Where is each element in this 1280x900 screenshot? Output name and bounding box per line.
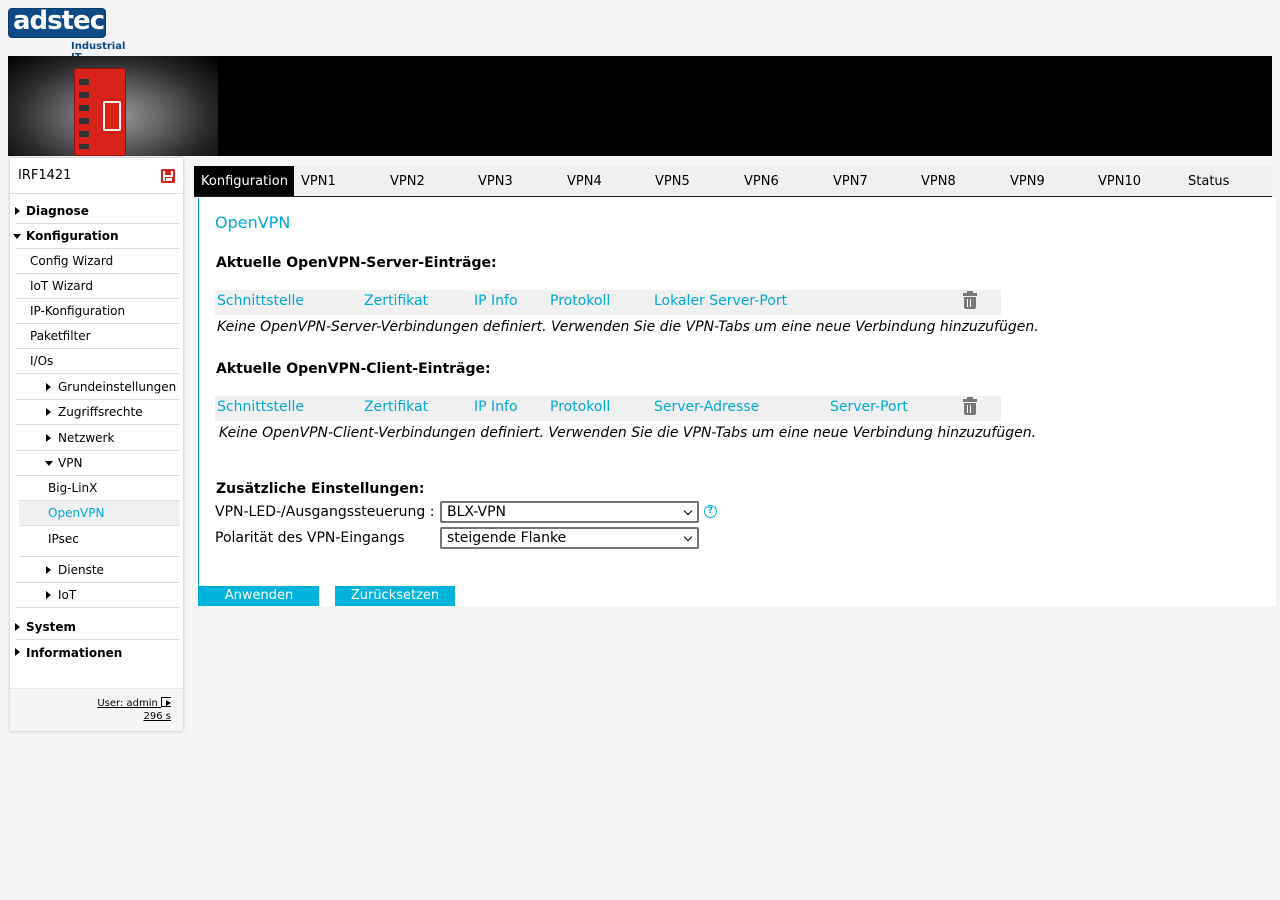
sidebar-item-label: IoT (58, 588, 77, 602)
adstec-logo (8, 8, 138, 54)
column-header[interactable]: Server-Port (830, 399, 908, 415)
triangle-down-icon (13, 234, 21, 239)
sidebar-item-label: Zugriffsrechte (58, 405, 143, 419)
sidebar-item-big-linx[interactable] (19, 476, 180, 501)
help-icon[interactable]: ? (704, 505, 717, 518)
sidebar-item-openvpn[interactable] (19, 501, 180, 526)
sidebar-item-ip-konfiguration[interactable] (16, 299, 180, 324)
sidebar-item-label: Dienste (58, 563, 104, 577)
sidebar-item-iot[interactable] (16, 583, 180, 608)
apply-button[interactable]: Anwenden (199, 586, 319, 606)
sidebar-item-vpn[interactable] (16, 451, 180, 476)
column-header[interactable]: Schnittstelle (217, 293, 304, 309)
column-header[interactable]: Protokoll (550, 399, 611, 415)
tab-vpn5[interactable]: VPN5 (655, 173, 690, 189)
sidebar-item-label: Paketfilter (30, 329, 91, 343)
sidebar-item-label: IP-Konfiguration (30, 304, 126, 318)
sidebar-item-label: Config Wizard (30, 254, 114, 268)
polarity-value: steigende Flanke (447, 530, 567, 546)
sidebar-item-label: I/Os (30, 354, 54, 368)
sidebar-item-ios[interactable] (16, 349, 180, 374)
server-empty-note: Keine OpenVPN-Server-Verbindungen definiert. Verwenden Sie die VPN-Tabs um eine neue Verbindung hinzuzufügen. (217, 319, 1039, 335)
sidebar-item-paketfilter[interactable] (16, 324, 180, 349)
trash-icon[interactable] (963, 399, 977, 415)
sidebar-item-label: IPsec (48, 532, 79, 546)
sidebar-item-label: Konfiguration (26, 229, 119, 243)
tab-vpn1[interactable]: VPN1 (301, 173, 336, 189)
triangle-right-icon (15, 648, 20, 656)
sidebar-item-label: VPN (58, 456, 83, 470)
sidebar-item-grundeinstellungen[interactable] (16, 375, 180, 400)
triangle-right-icon (46, 434, 51, 442)
triangle-right-icon (15, 623, 20, 631)
sidebar-item-iot-wizard[interactable] (16, 274, 180, 299)
sidebar-item-system[interactable] (16, 615, 180, 640)
column-header[interactable]: IP Info (474, 399, 518, 415)
server-table-header (215, 290, 1001, 315)
sidebar-footer (10, 688, 183, 731)
tab-vpn4[interactable]: VPN4 (567, 173, 602, 189)
triangle-down-icon (45, 461, 53, 466)
header-banner (8, 56, 1272, 156)
sidebar-item-label: Netzwerk (58, 431, 115, 445)
extra-settings-title: Zusätzliche Einstellungen: (216, 481, 425, 497)
tab-vpn9[interactable]: VPN9 (1010, 173, 1045, 189)
sidebar (10, 158, 183, 731)
client-section-title: Aktuelle OpenVPN-Client-Einträge: (216, 361, 491, 377)
triangle-right-icon (46, 408, 51, 416)
vpn-led-value: BLX-VPN (447, 504, 507, 520)
sidebar-item-label: Grundeinstellungen (58, 380, 177, 394)
vpn-led-select[interactable] (440, 501, 699, 523)
tab-bar (194, 166, 1272, 197)
triangle-right-icon (46, 383, 51, 391)
chevron-down-icon (684, 533, 692, 541)
sidebar-item-konfiguration[interactable] (16, 224, 180, 249)
vpn-led-label: VPN-LED-/Ausgangssteuerung : (215, 504, 435, 520)
polarity-select[interactable] (440, 527, 699, 549)
column-header[interactable]: Server-Adresse (654, 399, 760, 415)
tab-vpn8[interactable]: VPN8 (921, 173, 956, 189)
tab-vpn3[interactable]: VPN3 (478, 173, 513, 189)
tab-status[interactable]: Status (1188, 173, 1230, 189)
logo-text: adstec (13, 6, 105, 36)
column-header[interactable]: Zertifikat (364, 399, 429, 415)
save-icon[interactable] (161, 169, 175, 183)
sidebar-item-label: OpenVPN (48, 506, 105, 520)
logo-box (8, 8, 106, 38)
client-table-header (215, 396, 1001, 421)
sidebar-item-label: System (26, 620, 76, 634)
tab-vpn7[interactable]: VPN7 (833, 173, 868, 189)
triangle-right-icon (46, 566, 51, 574)
tab-vpn6[interactable]: VPN6 (744, 173, 779, 189)
user-label: User: admin (97, 698, 158, 709)
logout-icon (161, 697, 171, 707)
sidebar-item-informationen[interactable] (16, 640, 180, 665)
sidebar-item-dienste[interactable] (16, 558, 180, 583)
column-header[interactable]: Schnittstelle (217, 399, 304, 415)
router-device-image (74, 68, 126, 156)
client-empty-note: Keine OpenVPN-Client-Verbindungen definiert. Verwenden Sie die VPN-Tabs um eine neue Verbindung hinzuzufügen. (219, 425, 1037, 441)
sidebar-item-label: Big-LinX (48, 481, 98, 495)
sidebar-item-netzwerk[interactable] (16, 426, 180, 451)
page-title: OpenVPN (215, 213, 291, 232)
column-header[interactable]: Zertifikat (364, 293, 429, 309)
chevron-down-icon (684, 507, 692, 515)
server-section-title: Aktuelle OpenVPN-Server-Einträge: (216, 255, 497, 271)
device-name: IRF1421 (18, 168, 72, 183)
sidebar-item-diagnose[interactable] (16, 199, 180, 224)
sidebar-item-config-wizard[interactable] (16, 249, 180, 274)
trash-icon[interactable] (963, 293, 977, 309)
tab-vpn10[interactable]: VPN10 (1098, 173, 1141, 189)
main-panel (198, 198, 1276, 606)
tab-konfiguration[interactable]: Konfiguration (194, 166, 294, 196)
sidebar-item-label: Informationen (26, 645, 123, 660)
sidebar-item-ipsec[interactable] (19, 526, 180, 557)
user-logout-link[interactable] (97, 698, 171, 709)
sidebar-item-zugriffsrechte[interactable] (16, 400, 180, 425)
column-header[interactable]: Lokaler Server-Port (654, 293, 788, 309)
polarity-label: Polarität des VPN-Eingangs (215, 530, 405, 546)
triangle-right-icon (15, 207, 20, 215)
reset-button[interactable]: Zurücksetzen (335, 586, 455, 606)
column-header[interactable]: Protokoll (550, 293, 611, 309)
tab-vpn2[interactable]: VPN2 (390, 173, 425, 189)
sidebar-item-label: Diagnose (26, 204, 89, 218)
session-timer: 296 s (143, 711, 171, 722)
sidebar-header (10, 158, 183, 194)
sidebar-item-label: IoT Wizard (30, 279, 93, 293)
logo-subtitle: Industrial (71, 41, 126, 52)
triangle-right-icon (46, 591, 51, 599)
column-header[interactable]: IP Info (474, 293, 518, 309)
